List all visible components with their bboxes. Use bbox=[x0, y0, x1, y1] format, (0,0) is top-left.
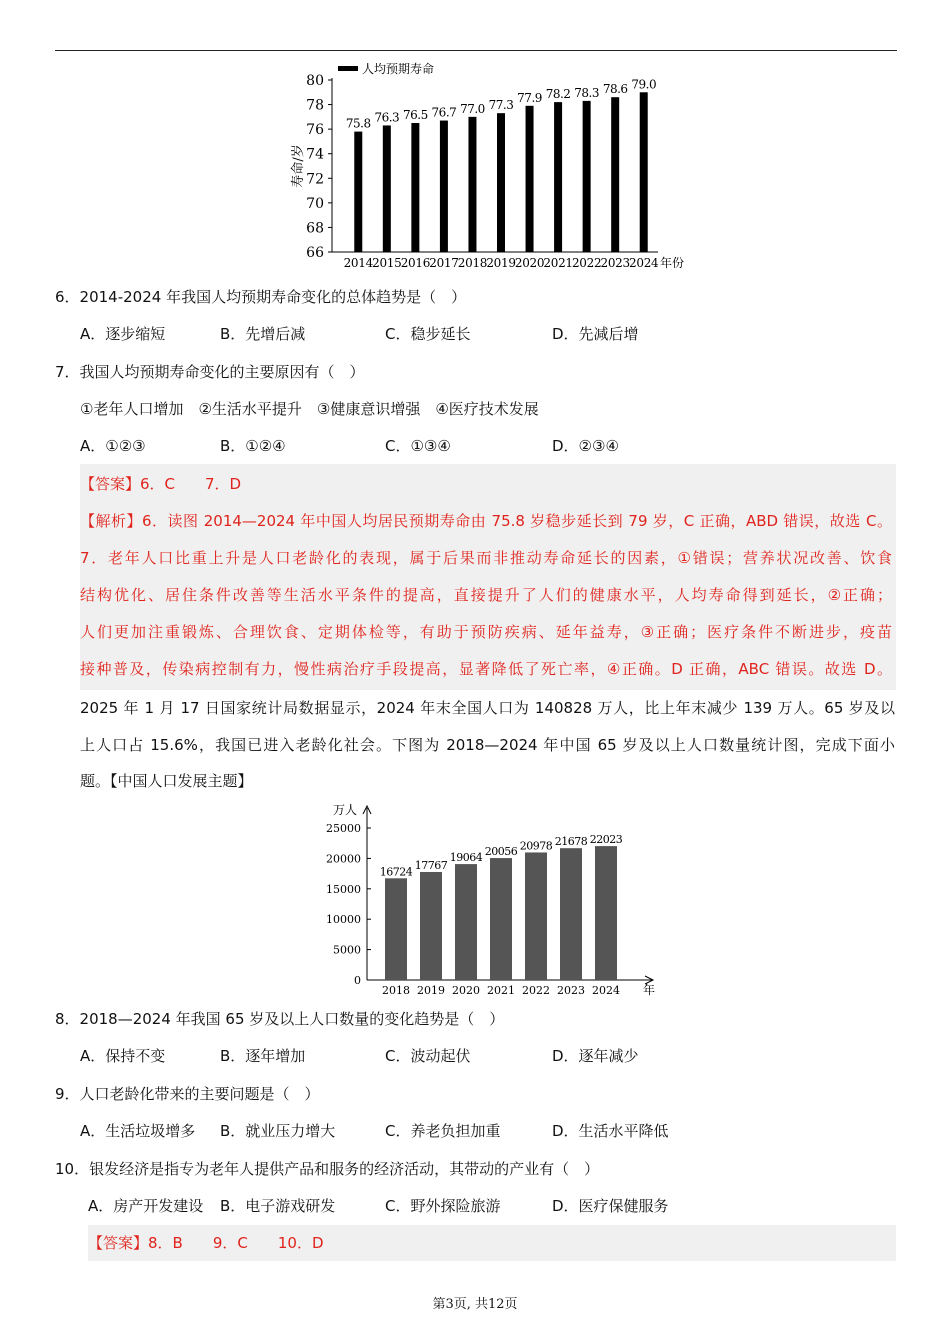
bar bbox=[385, 878, 407, 980]
bar-value-label: 78.2 bbox=[545, 87, 571, 102]
bar-value-label: 77.3 bbox=[488, 98, 514, 113]
y-tick-label: 78 bbox=[306, 97, 324, 114]
legend-swatch bbox=[338, 66, 358, 71]
bar-value-label: 22023 bbox=[589, 833, 623, 847]
q7-option-c[interactable]: C．①③④ bbox=[385, 437, 451, 455]
bar-value-label: 78.3 bbox=[574, 85, 599, 100]
bar bbox=[354, 132, 362, 252]
life-expectancy-chart bbox=[290, 58, 690, 273]
y-tick-label: 15000 bbox=[326, 882, 361, 896]
q9-option-b[interactable]: B．就业压力增大 bbox=[220, 1122, 336, 1140]
x-tick-label: 2023 bbox=[557, 984, 585, 997]
analysis-line: 接种普及，传染病控制有力，慢性病治疗手段提高，显著降低了死亡率，④正确。D 正确，ABC 错误。故选 D。 bbox=[80, 660, 892, 678]
bar-value-label: 78.6 bbox=[602, 82, 628, 97]
bar bbox=[560, 848, 582, 980]
bar bbox=[526, 106, 534, 252]
x-tick-label: 2024 bbox=[592, 984, 620, 997]
bar bbox=[420, 872, 442, 980]
bar bbox=[525, 852, 547, 980]
analysis-line: 【解析】6．读图 2014—2024 年中国人均居民预期寿命由 75.8 岁稳步延长到 79 岁，C 正确，ABD 错误，故选 C。 bbox=[80, 512, 892, 530]
q7-option-d[interactable]: D．②③④ bbox=[552, 437, 619, 455]
analysis-line: 7．老年人口比重上升是人口老龄化的表现，属于后果而非推动寿命延长的因素，①错误；营养状况改善、饮食 bbox=[80, 549, 892, 567]
y-tick-label: 80 bbox=[306, 73, 324, 89]
q7-items: ①老年人口增加 ②生活水平提升 ③健康意识增强 ④医疗技术发展 bbox=[80, 400, 539, 418]
q10-option-c[interactable]: C．野外探险旅游 bbox=[385, 1197, 501, 1215]
x-tick-label: 2017 bbox=[429, 256, 459, 270]
analysis-line: 人们更加注重锻炼、合理饮食、定期体检等，有助于预防疾病、延年益寿，③正确；医疗条件不断进步，疫苗 bbox=[80, 623, 892, 641]
bar bbox=[455, 864, 477, 980]
x-tick-label: 2020 bbox=[514, 256, 545, 270]
x-tick-label: 2018 bbox=[457, 256, 488, 270]
q8-option-a[interactable]: A．保持不变 bbox=[80, 1047, 166, 1065]
y-tick-label: 20000 bbox=[326, 852, 361, 866]
bar bbox=[583, 101, 591, 252]
q9-option-c[interactable]: C．养老负担加重 bbox=[385, 1122, 501, 1140]
bar-value-label: 17767 bbox=[414, 858, 448, 872]
bar-value-label: 79.0 bbox=[631, 77, 657, 92]
q8-option-b[interactable]: B．逐年增加 bbox=[220, 1047, 306, 1065]
bar-value-label: 16724 bbox=[379, 865, 413, 879]
x-tick-label: 2014 bbox=[343, 256, 373, 270]
x-tick-label: 2015 bbox=[372, 256, 402, 270]
intro-line: 上人口占 15.6%，我国已进入老龄化社会。下图为 2018—2024 年中国 65 岁及以上人口数量统计图，完成下面小 bbox=[80, 736, 895, 754]
bar-value-label: 20978 bbox=[519, 839, 553, 853]
q10-stem: 10．银发经济是指专为老年人提供产品和服务的经济活动，其带动的产业有（ ） bbox=[55, 1160, 600, 1178]
answer-2: 【答案】8．B 9．C 10．D bbox=[88, 1234, 324, 1252]
y-axis-label: 万人 bbox=[333, 803, 358, 817]
x-tick-label: 2018 bbox=[382, 984, 410, 997]
q9-stem: 9．人口老龄化带来的主要问题是（ ） bbox=[55, 1085, 320, 1103]
legend-label: 人均预期寿命 bbox=[362, 62, 435, 76]
bar bbox=[497, 113, 505, 252]
y-tick-label: 74 bbox=[306, 146, 324, 163]
bar-value-label: 77.9 bbox=[517, 90, 542, 105]
bar bbox=[611, 97, 619, 252]
x-axis-label: 年 bbox=[643, 983, 656, 997]
y-tick-label: 5000 bbox=[333, 943, 361, 957]
x-tick-label: 2016 bbox=[400, 256, 431, 270]
bar bbox=[554, 102, 562, 252]
x-axis-label: 年份 bbox=[660, 256, 685, 270]
bar-value-label: 76.7 bbox=[431, 105, 457, 120]
bar-value-label: 20056 bbox=[484, 845, 518, 859]
analysis-line: 结构优化、居住条件改善等生活水平条件的提高，直接提升了人们的健康水平，人均寿命得到延长，②正确； bbox=[80, 586, 892, 604]
q10-option-d[interactable]: D．医疗保健服务 bbox=[552, 1197, 669, 1215]
y-axis-label: 寿命/岁 bbox=[291, 144, 306, 188]
y-tick-label: 25000 bbox=[326, 822, 361, 835]
y-tick-label: 68 bbox=[306, 220, 324, 237]
q7-option-a[interactable]: A．①②③ bbox=[80, 437, 146, 455]
bar bbox=[640, 92, 648, 252]
bar bbox=[595, 846, 617, 980]
bar-value-label: 76.3 bbox=[374, 110, 400, 125]
x-tick-label: 2021 bbox=[487, 984, 515, 997]
intro-line: 题。【中国人口发展主题】 bbox=[80, 772, 253, 790]
x-tick-label: 2022 bbox=[571, 256, 602, 270]
header-rule bbox=[55, 50, 897, 51]
answer-box-1 bbox=[80, 464, 896, 690]
q6-option-a[interactable]: A．逐步缩短 bbox=[80, 325, 166, 343]
q9-option-a[interactable]: A．生活垃圾增多 bbox=[80, 1122, 196, 1140]
y-tick-label: 10000 bbox=[326, 913, 361, 927]
q10-option-a[interactable]: A．房产开发建设 bbox=[88, 1197, 204, 1215]
q6-stem: 6．2014-2024 年我国人均预期寿命变化的总体趋势是（ ） bbox=[55, 288, 467, 306]
page-number: 第3页, 共12页 bbox=[432, 1297, 518, 1312]
x-tick-label: 2021 bbox=[543, 256, 573, 270]
x-tick-label: 2020 bbox=[452, 984, 480, 997]
bar-value-label: 75.8 bbox=[345, 116, 371, 131]
bar-value-label: 19064 bbox=[449, 851, 483, 865]
q6-option-c[interactable]: C．稳步延长 bbox=[385, 325, 471, 343]
q6-option-b[interactable]: B．先增后减 bbox=[220, 325, 306, 343]
elderly-population-chart bbox=[315, 800, 665, 1000]
bar-value-label: 77.0 bbox=[460, 101, 485, 116]
q7-option-b[interactable]: B．①②④ bbox=[220, 437, 286, 455]
x-tick-label: 2023 bbox=[600, 256, 630, 270]
q8-option-d[interactable]: D．逐年减少 bbox=[552, 1047, 639, 1065]
bar bbox=[468, 117, 476, 252]
y-tick-label: 0 bbox=[354, 974, 361, 987]
y-tick-label: 70 bbox=[306, 195, 324, 212]
bar bbox=[440, 121, 448, 252]
x-tick-label: 2022 bbox=[522, 984, 550, 997]
y-tick-label: 76 bbox=[306, 122, 324, 139]
x-tick-label: 2019 bbox=[486, 256, 516, 270]
intro-line: 2025 年 1 月 17 日国家统计局数据显示，2024 年末全国人口为 140828 万人，比上年末减少 139 万人。65 岁及以 bbox=[80, 699, 895, 717]
q10-option-b[interactable]: B．电子游戏研发 bbox=[220, 1197, 336, 1215]
q6-option-d[interactable]: D．先减后增 bbox=[552, 325, 639, 343]
q9-option-d[interactable]: D．生活水平降低 bbox=[552, 1122, 669, 1140]
bar bbox=[490, 858, 512, 980]
bar-value-label: 76.5 bbox=[403, 108, 428, 122]
y-tick-label: 66 bbox=[306, 245, 324, 261]
q8-stem: 8．2018—2024 年我国 65 岁及以上人口数量的变化趋势是（ ） bbox=[55, 1010, 505, 1028]
answer-1: 【答案】6．C 7．D bbox=[80, 475, 242, 493]
q8-option-c[interactable]: C．波动起伏 bbox=[385, 1047, 471, 1065]
bar bbox=[411, 123, 419, 252]
q7-stem: 7．我国人均预期寿命变化的主要原因有（ ） bbox=[55, 363, 365, 381]
y-tick-label: 72 bbox=[306, 171, 324, 188]
bar-value-label: 21678 bbox=[554, 835, 588, 849]
x-tick-label: 2019 bbox=[417, 984, 445, 997]
bar bbox=[383, 125, 391, 252]
x-tick-label: 2024 bbox=[629, 256, 659, 270]
